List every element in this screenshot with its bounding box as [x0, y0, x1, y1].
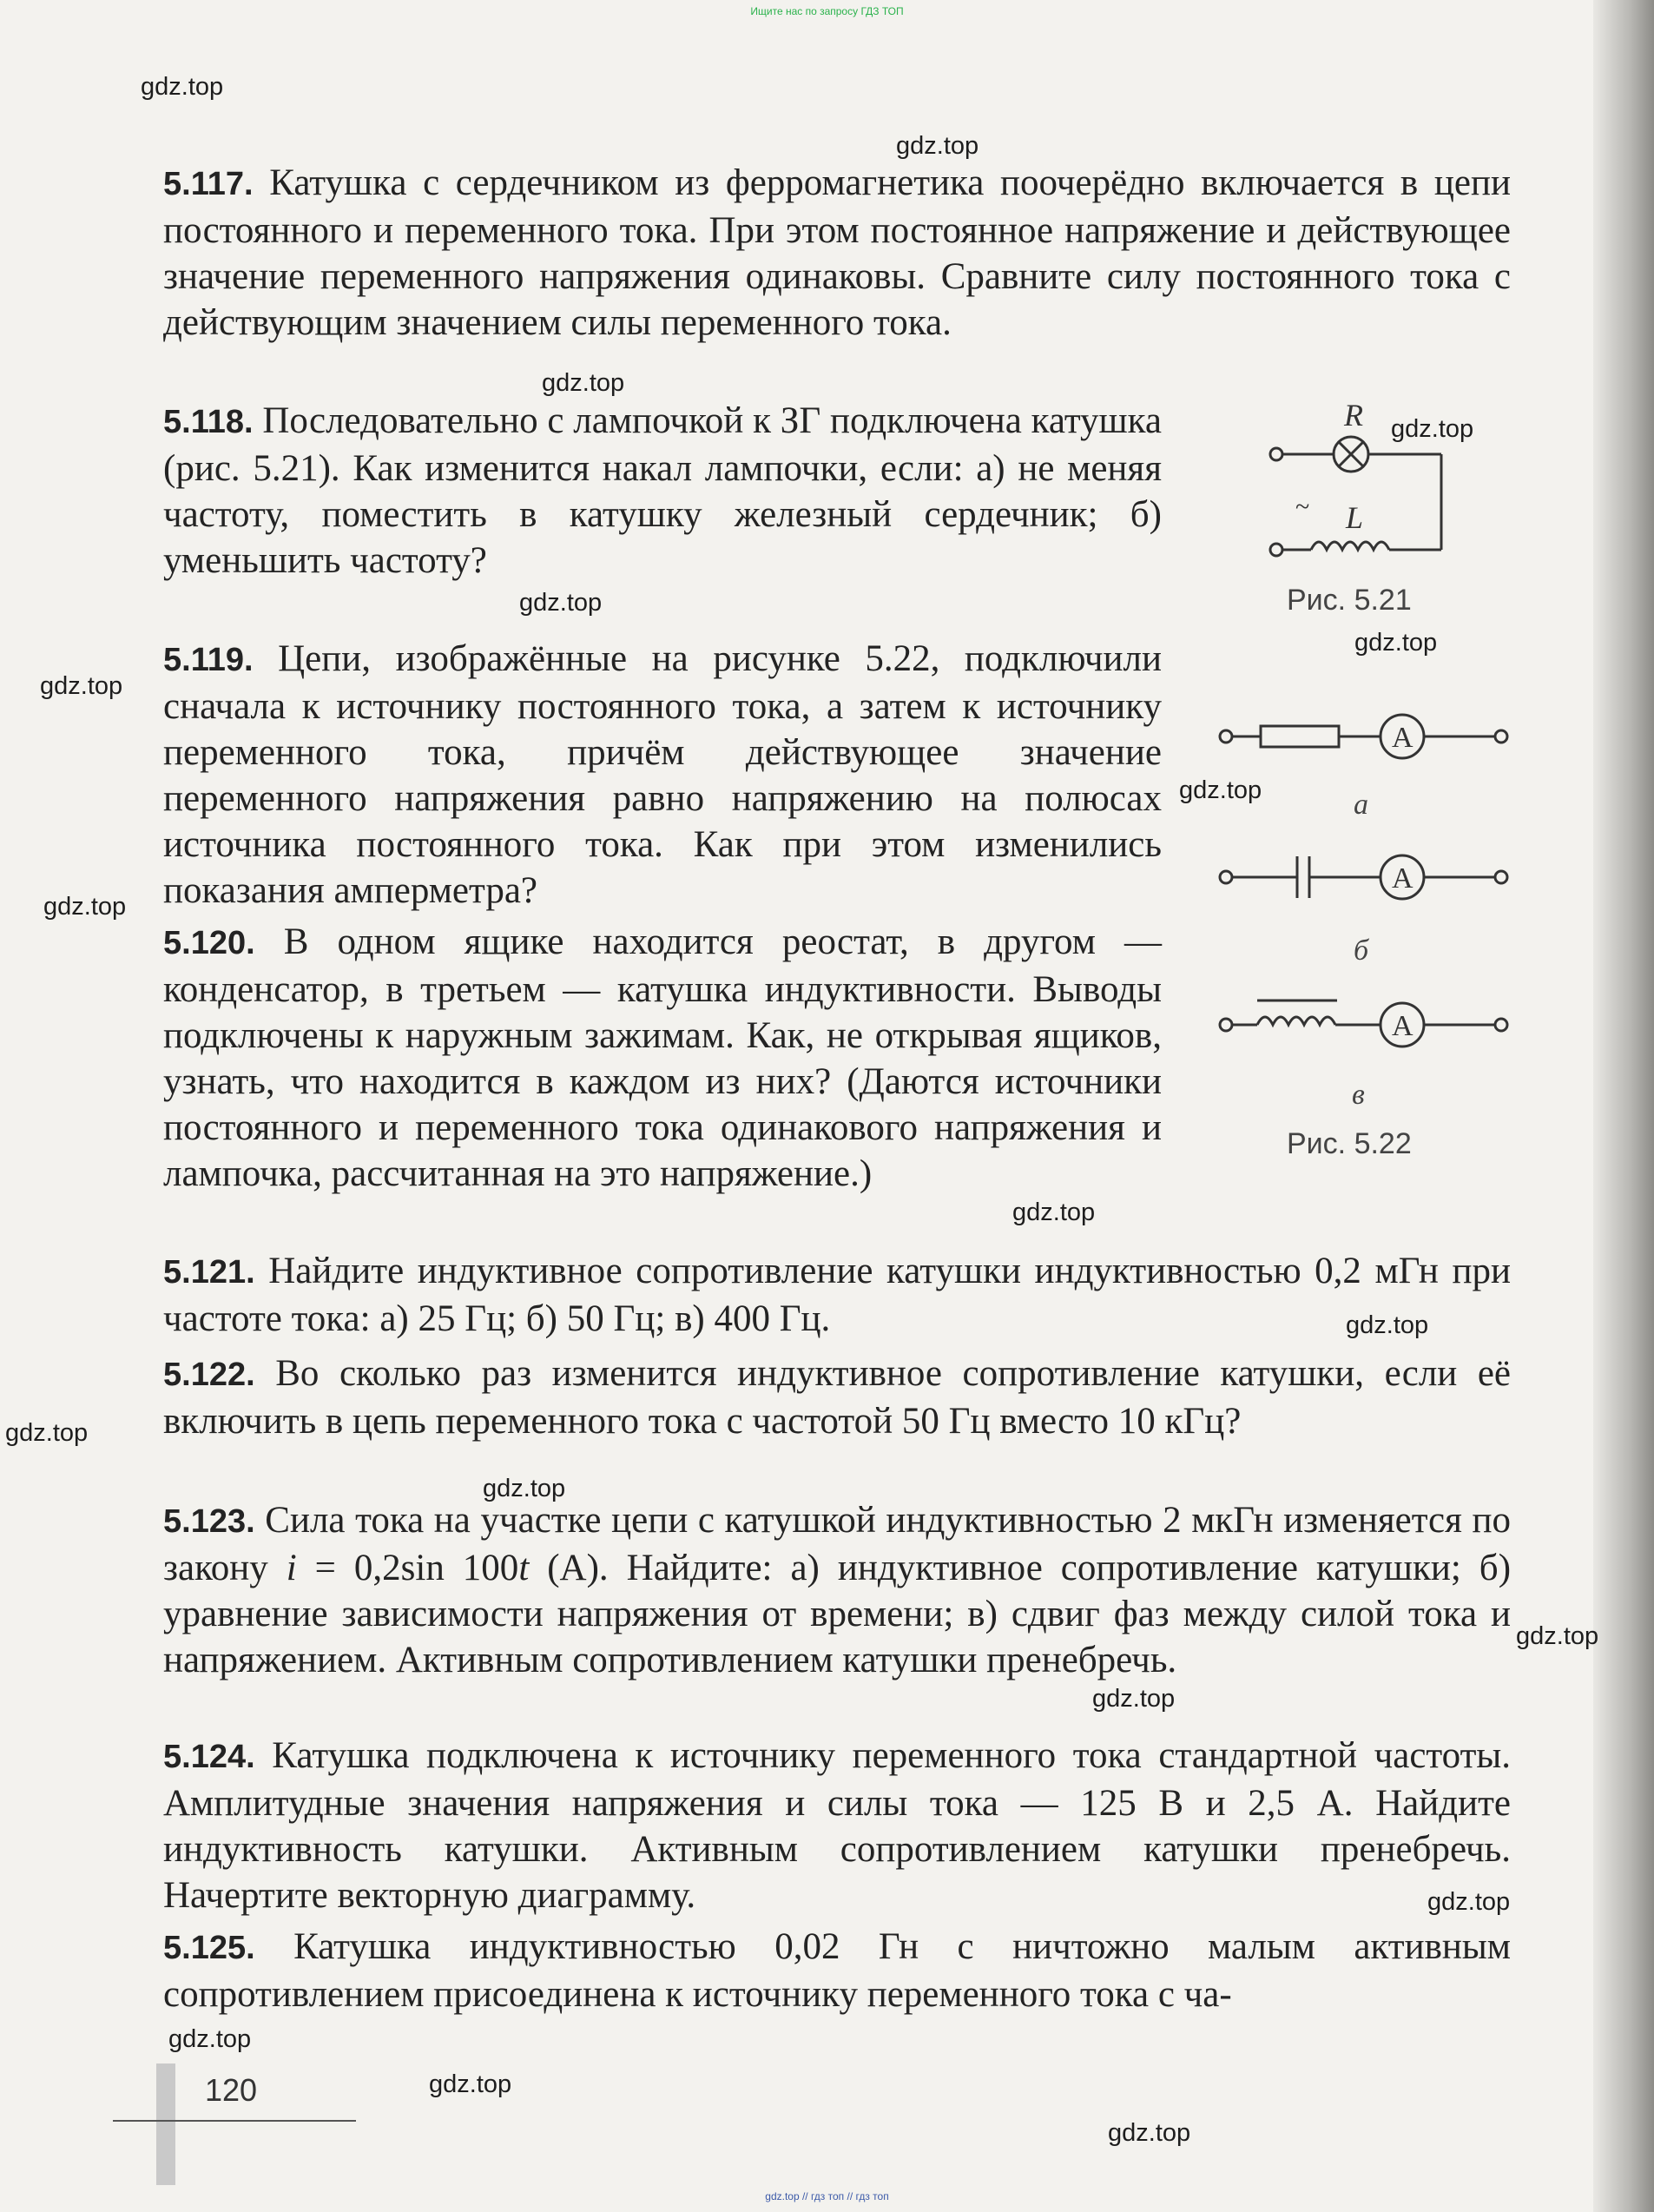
watermark: gdz.top: [1354, 629, 1438, 657]
ammeter-label: A: [1392, 722, 1413, 754]
figure-5-21-caption: Рис. 5.21: [1287, 584, 1412, 617]
problem-5-123: [163, 1497, 1511, 1683]
watermark: gdz.top: [1108, 2119, 1191, 2147]
problem-number: 5.118.: [163, 404, 254, 440]
label-r: R: [1344, 398, 1363, 432]
problem-5-125: [163, 1924, 1511, 2017]
problem-5-124: [163, 1733, 1511, 1918]
problem-text: В одном ящике находится реостат, в другом — конденсатор, в третьем — катушка индуктивности. Выводы подключены к наружным зажимам. Как, не открывая ящиков, узнать, что находится в каждом из них? (Даются источники постоянного и переменного тока одинакового напряжения и лампочка, рассчитанная на это напряжение.): [163, 921, 1162, 1194]
watermark: gdz.top: [1012, 1198, 1096, 1226]
terminal-icon: [1220, 871, 1232, 883]
problem-number: 5.124.: [163, 1739, 255, 1775]
watermark: gdz.top: [1179, 776, 1262, 804]
problem-5-122: [163, 1350, 1511, 1444]
watermark: gdz.top: [141, 73, 224, 101]
page-edge-shadow: [1593, 0, 1654, 2212]
watermark: gdz.top: [1391, 415, 1474, 443]
watermark: gdz.top: [40, 672, 123, 700]
terminal-icon: [1495, 871, 1507, 883]
source-symbol: ~: [1295, 492, 1310, 521]
ammeter-label: A: [1392, 1010, 1413, 1042]
label-l: L: [1346, 500, 1364, 535]
coil-icon: [1257, 1017, 1335, 1025]
watermark: gdz.top: [896, 132, 979, 160]
problem-text: Катушка индуктивностью 0,02 Гн с ничтожно малым активным сопротивлением присоединена к источнику переменного тока с ча-: [163, 1926, 1512, 2015]
watermark: gdz.top: [429, 2070, 512, 2098]
terminal-icon: [1270, 544, 1282, 556]
problem-text: Найдите индуктивное сопротивление катушки индуктивностью 0,2 мГн при частоте тока: а) 25 Гц; б) 50 Гц; в) 400 Гц.: [163, 1251, 1512, 1339]
watermark: gdz.top: [542, 369, 625, 397]
problem-text: Последовательно с лампочкой к ЗГ подключена катушка (рис. 5.21). Как изменится накал лампочки, если: а) не меняя частоту, поместить в катушку железный сердечник; б) уменьшить частоту?: [163, 400, 1162, 581]
problem-number: 5.121.: [163, 1254, 255, 1291]
problem-text: Катушка подключена к источнику переменного тока стандартной частоты. Амплитудные значения напряжения и силы тока — 125 В и 2,5 А. Найдите индуктивность катушки. Активным сопротивлением катушки пренебречь. Начертите векторную диаграмму.: [163, 1735, 1512, 1916]
figure-5-22-circuits: [1209, 705, 1521, 1053]
terminal-icon: [1495, 730, 1507, 743]
figure-5-22-label-a: а: [1354, 789, 1368, 821]
watermark: gdz.top: [483, 1475, 566, 1502]
formula-text: = 0,2sin 100: [296, 1548, 519, 1588]
problem-number: 5.125.: [163, 1930, 255, 1966]
problem-5-119: [163, 636, 1162, 914]
watermark: gdz.top: [43, 893, 127, 921]
formula-variable: t: [518, 1548, 530, 1588]
watermark: gdz.top: [5, 1419, 89, 1447]
watermark: gdz.top: [1516, 1622, 1599, 1650]
top-banner: Ищите нас по запросу ГДЗ ТОП: [750, 5, 904, 17]
problem-text: Во сколько раз изменится индуктивное сопротивление катушки, если её включить в цепь переменного тока с частотой 50 Гц вместо 10 кГц?: [163, 1353, 1512, 1442]
problem-5-120: [163, 919, 1162, 1197]
problem-text: Катушка с сердечником из ферромагнетика поочерёдно включается в цепи постоянного и переменного тока. При этом постоянное напряжение и действующее значение переменного напряжения одинаковы. Сравните силу постоянного тока с действующим значением силы переменного тока.: [163, 162, 1511, 343]
formula-variable: i: [286, 1548, 297, 1588]
terminal-icon: [1495, 1019, 1507, 1031]
figure-5-22-caption: Рис. 5.22: [1287, 1127, 1412, 1160]
watermark: gdz.top: [519, 589, 603, 617]
coil-icon: [1311, 542, 1389, 550]
watermark: gdz.top: [168, 2025, 252, 2053]
page-number-bar: [156, 2063, 175, 2185]
problem-text: Цепи, изображённые на рисунке 5.22, подключили сначала к источнику постоянного тока, а затем к источнику переменного тока, причём действующее значение переменного напряжения равно напряжению на полюсах источника постоянного тока. Как при этом изменились показания амперметра?: [163, 638, 1162, 911]
problem-number: 5.117.: [163, 166, 254, 202]
problem-number: 5.123.: [163, 1503, 255, 1540]
bottom-banner: gdz.top // гдз топ // гдз топ: [765, 2190, 889, 2202]
figure-5-22-label-c: в: [1352, 1079, 1365, 1111]
problem-number: 5.119.: [163, 642, 254, 678]
figure-5-21-circuit: [1259, 391, 1537, 573]
problem-5-121: [163, 1248, 1511, 1342]
figure-5-22-label-b: б: [1354, 934, 1369, 967]
problem-5-118: [163, 398, 1162, 584]
problem-number: 5.120.: [163, 925, 255, 961]
terminal-icon: [1220, 730, 1232, 743]
terminal-icon: [1220, 1019, 1232, 1031]
watermark: gdz.top: [1092, 1685, 1176, 1713]
terminal-icon: [1270, 448, 1282, 460]
problem-text: Сила тока на участке цепи с катушкой индуктивностью 2 мкГн изменяется по закону: [163, 1500, 1512, 1588]
page-number: 120: [205, 2072, 258, 2108]
ammeter-label: A: [1392, 862, 1413, 895]
resistor-icon: [1261, 726, 1339, 747]
problem-5-117: [163, 160, 1511, 346]
watermark: gdz.top: [1427, 1888, 1511, 1916]
watermark: gdz.top: [1346, 1311, 1429, 1339]
page-number-rule: [113, 2120, 356, 2122]
problem-number: 5.122.: [163, 1357, 255, 1393]
problem-text: (А). Найдите: а) индуктивное сопротивление катушки; б) уравнение зависимости напряжения от времени; в) сдвиг фаз между силой тока и напряжением. Активным сопротивлением катушки пренебречь.: [163, 1548, 1512, 1680]
